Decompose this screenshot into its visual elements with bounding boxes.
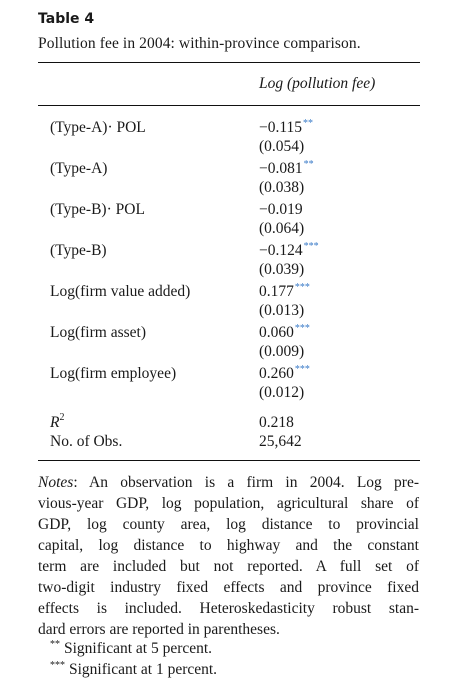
bottom-rule (38, 460, 420, 461)
row-label: (Type-A) (50, 160, 108, 177)
coefficient-value: −0.124 (259, 242, 303, 259)
row-label: Log(firm asset) (50, 324, 146, 341)
obs-label: No. of Obs. (50, 433, 123, 450)
column-header: Log (pollution fee) (259, 75, 376, 92)
row-label: (Type-B)· POL (50, 201, 145, 218)
row-label: Log(firm value added) (50, 283, 191, 300)
row-label: (Type-B) (50, 242, 107, 259)
top-rule (38, 62, 420, 63)
significance-stars: ** (303, 159, 314, 170)
row-standard-error: (0.013) (259, 302, 305, 319)
coefficient-value: 0.260 (259, 365, 294, 382)
significance-stars: *** (294, 364, 310, 375)
notes-line: capital, log distance to highway and the constant (38, 537, 419, 554)
row-standard-error: (0.039) (259, 261, 305, 278)
coefficient-value: −0.081 (259, 160, 303, 177)
row-standard-error: (0.054) (259, 138, 305, 155)
notes-line: term are included but not reported. A full set of (38, 558, 419, 575)
row-standard-error: (0.009) (259, 343, 305, 360)
table-notes (38, 472, 419, 640)
coefficient-value: −0.115 (259, 119, 303, 136)
header-rule (38, 105, 420, 106)
notes-label: Notes (38, 474, 74, 491)
row-standard-error: (0.012) (259, 384, 305, 401)
table-title: Table 4 (38, 11, 95, 27)
sig1-symbol: *** (50, 660, 65, 671)
row-coefficient (259, 324, 310, 342)
row-coefficient (259, 283, 310, 301)
coefficient-value: 0.060 (259, 324, 294, 341)
notes-line: GDP, log county area, log distance to provincial (38, 516, 419, 533)
row-coefficient (259, 119, 313, 137)
notes-line: vious-year GDP, log population, agricultural share of (38, 495, 419, 512)
notes-line: dard errors are reported in parentheses. (38, 621, 280, 638)
obs-value: 25,642 (259, 433, 302, 450)
coefficient-value: 0.177 (259, 283, 294, 300)
significance-stars: *** (294, 323, 310, 334)
table-caption: Pollution fee in 2004: within-province comparison. (38, 35, 361, 52)
sig1-text: Significant at 1 percent. (69, 661, 218, 678)
significance-stars: *** (303, 241, 319, 252)
row-coefficient (259, 201, 303, 219)
sig1-note (50, 661, 217, 679)
row-standard-error: (0.038) (259, 179, 305, 196)
r2-label: $R^2$ (50, 412, 65, 432)
row-coefficient (259, 160, 314, 178)
notes-line: effects is included. Heteroskedasticity robust stan- (38, 600, 419, 617)
row-standard-error: (0.064) (259, 220, 305, 237)
row-coefficient (259, 242, 319, 260)
significance-stars: *** (294, 282, 310, 293)
sig5-note (50, 640, 212, 658)
notes-line: Notes: An observation is a firm in 2004. Log pre- (38, 474, 419, 491)
significance-stars: ** (303, 118, 314, 129)
coefficient-value: −0.019 (259, 201, 303, 218)
row-label: (Type-A)· POL (50, 119, 146, 136)
row-label: Log(firm employee) (50, 365, 177, 382)
notes-line: two-digit industry fixed effects and province fixed (38, 579, 419, 596)
r2-value: 0.218 (259, 414, 294, 431)
row-coefficient (259, 365, 310, 383)
sig5-text: Significant at 5 percent. (64, 640, 213, 657)
sig5-symbol: ** (50, 639, 60, 650)
